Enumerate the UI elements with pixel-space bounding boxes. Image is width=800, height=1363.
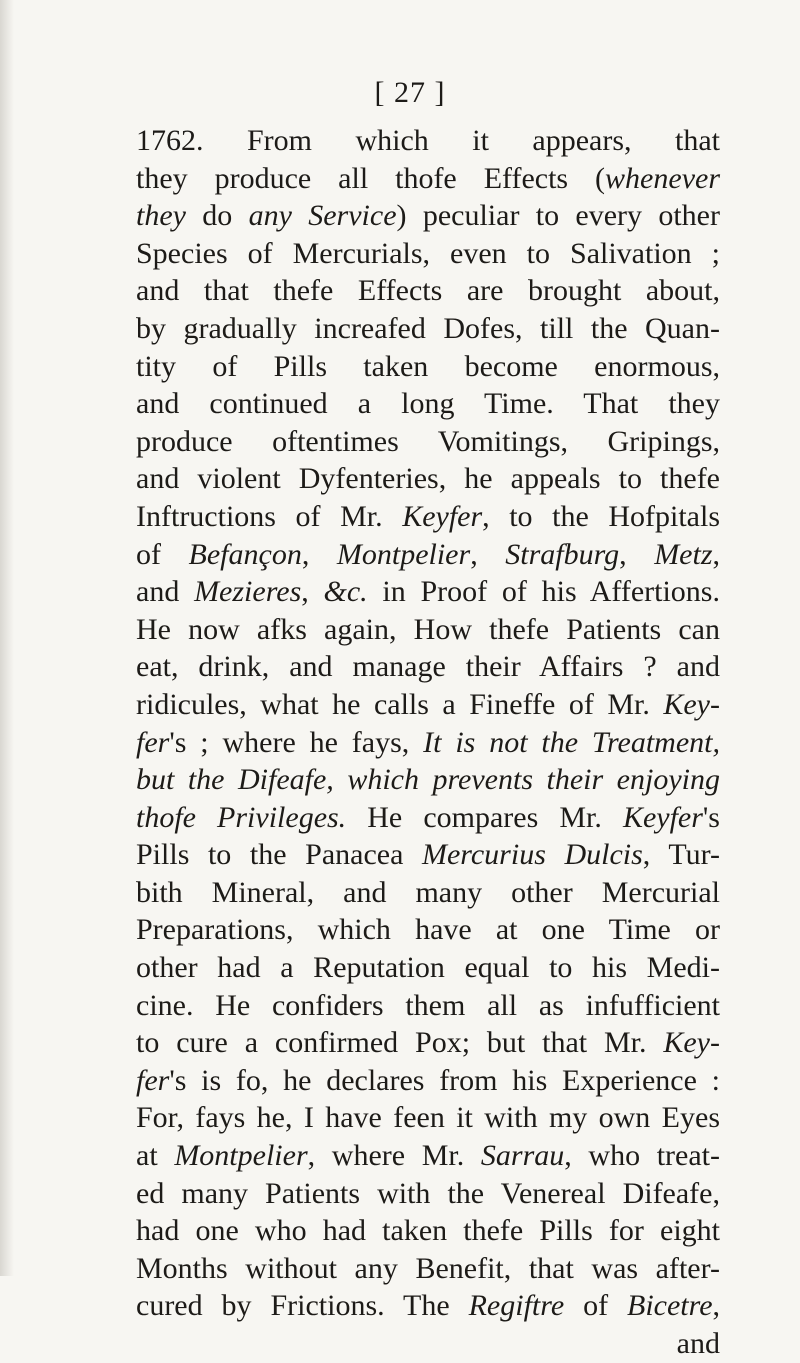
text-line: [136, 122, 720, 160]
text-run: cured by Frictions. The: [136, 1289, 469, 1323]
text-run: by gradually increafed Dofes, till the Quan-: [136, 311, 720, 345]
text-line: [136, 1325, 720, 1363]
text-line: [136, 761, 720, 799]
text-run: , Tur-: [642, 838, 720, 872]
text-run: produce oftentimes Vomitings, Gripings,: [136, 424, 720, 458]
text-run: , where Mr.: [307, 1139, 481, 1173]
italic-run: It is not the Treatment,: [423, 725, 720, 759]
italic-run: fer: [136, 725, 170, 759]
text-run: , to the Hofpitals: [482, 499, 721, 533]
body-text: [136, 122, 720, 1363]
text-line: [136, 235, 720, 273]
text-line: [136, 611, 720, 649]
page-edge-shadow: [0, 0, 14, 1276]
text-line: [136, 1250, 720, 1288]
text-run: at: [136, 1139, 175, 1173]
text-line: [136, 874, 720, 912]
text-run: and: [136, 575, 195, 609]
italic-run: Sarrau: [480, 1139, 565, 1173]
text-run: For, fays he, I have feen it with my own Eyes: [136, 1101, 720, 1135]
text-run: tity of Pills taken become enormous,: [136, 349, 720, 383]
text-run: other had a Reputation equal to his Medi-: [136, 951, 720, 985]
text-line: [136, 1175, 720, 1213]
text-run: had one who had taken thefe Pills for eight: [136, 1214, 720, 1248]
text-line: [136, 724, 720, 762]
text-run: ,: [712, 1289, 721, 1323]
text-line: [136, 1212, 720, 1250]
text-run: 1762. From which it appears, that: [136, 124, 720, 157]
text-line: [136, 272, 720, 310]
text-run: bith Mineral, and many other Mercurial: [136, 875, 720, 909]
page-number: [ 27 ]: [374, 76, 446, 109]
italic-run: any Service: [248, 199, 397, 233]
text-line: [136, 836, 720, 874]
text-line: [136, 1137, 720, 1175]
italic-run: Befançon: [188, 537, 302, 571]
text-run: Inftructions of Mr.: [136, 499, 403, 533]
text-line: [136, 648, 720, 686]
text-run: He now afks again, How thefe Patients can: [136, 612, 720, 646]
italic-run: Strafburg: [505, 537, 620, 571]
text-run: in Proof of his Affertions.: [367, 575, 720, 609]
text-run: 's: [702, 800, 720, 834]
italic-run: Key-: [663, 687, 720, 721]
text-run: ) peculiar to every other: [396, 199, 720, 233]
text-run: ,: [301, 575, 324, 609]
text-run: ,: [712, 537, 721, 571]
text-run: Species of Mercurials, even to Salivation ;: [136, 236, 720, 270]
text-line: [136, 197, 720, 235]
italic-run: they: [136, 199, 186, 233]
text-line: [136, 498, 720, 536]
italic-run: whenever: [605, 161, 720, 195]
text-run: Pills to the Panacea: [136, 838, 422, 872]
text-line: [136, 686, 720, 724]
text-line: [136, 536, 720, 574]
text-run: to cure a confirmed Pox; but that Mr.: [136, 1026, 664, 1060]
text-line: [136, 385, 720, 423]
text-run: of: [564, 1289, 627, 1323]
text-run: they produce all thofe Effects (: [136, 161, 606, 195]
text-run: ed many Patients with the Venereal Difeafe,: [136, 1176, 720, 1210]
text-run: Preparations, which have at one Time or: [136, 913, 720, 947]
text-line: [136, 987, 720, 1025]
text-run: ,: [470, 537, 506, 571]
text-run: ridicules, what he calls a Fineffe of Mr.: [136, 687, 664, 721]
italic-run: Bicetre: [627, 1289, 713, 1323]
text-line: [136, 348, 720, 386]
italic-run: fer: [136, 1063, 170, 1097]
text-run: and violent Dyfenteries, he appeals to thefe: [136, 462, 720, 496]
italic-run: Key-: [663, 1026, 720, 1060]
text-line: [136, 1287, 720, 1325]
text-line: [136, 423, 720, 461]
italic-run: Mercurius Dulcis: [422, 838, 643, 872]
text-run: He compares Mr.: [346, 800, 623, 834]
text-run: cine. He confiders them all as infufficient: [136, 988, 720, 1022]
text-run: ,: [619, 537, 655, 571]
text-line: [136, 310, 720, 348]
text-line: [136, 911, 720, 949]
text-run: Months without any Benefit, that was after-: [136, 1251, 720, 1285]
text-run: and: [676, 1327, 720, 1360]
text-run: ,: [301, 537, 337, 571]
text-line: [136, 1099, 720, 1137]
text-run: 's is fo, he declares from his Experience :: [169, 1063, 720, 1097]
text-line: [136, 799, 720, 837]
text-line: [136, 1024, 720, 1062]
italic-run: Keyfer: [402, 499, 483, 533]
text-line: [136, 949, 720, 987]
text-line: [136, 573, 720, 611]
text-run: and continued a long Time. That they: [136, 387, 720, 421]
italic-run: &c.: [323, 575, 368, 609]
text-run: , who treat-: [564, 1139, 721, 1173]
italic-run: Keyfer: [622, 800, 703, 834]
italic-run: thofe Privileges.: [136, 800, 347, 834]
italic-run: Mezieres: [194, 575, 302, 609]
italic-run: Montpelier: [174, 1139, 308, 1173]
italic-run: Regiftre: [468, 1289, 565, 1323]
text-run: eat, drink, and manage their Affairs ? and: [136, 650, 720, 684]
text-line: [136, 460, 720, 498]
text-line: [136, 160, 720, 198]
italic-run: but the Difeafe, which prevents their enjoying: [136, 763, 720, 797]
italic-run: Montpelier: [336, 537, 471, 571]
text-run: 's ; where he fays,: [169, 725, 424, 759]
text-line: [136, 1062, 720, 1100]
italic-run: Metz: [654, 537, 713, 571]
text-run: of: [136, 537, 189, 571]
text-run: and that thefe Effects are brought about,: [136, 274, 720, 308]
text-run: do: [185, 199, 249, 233]
